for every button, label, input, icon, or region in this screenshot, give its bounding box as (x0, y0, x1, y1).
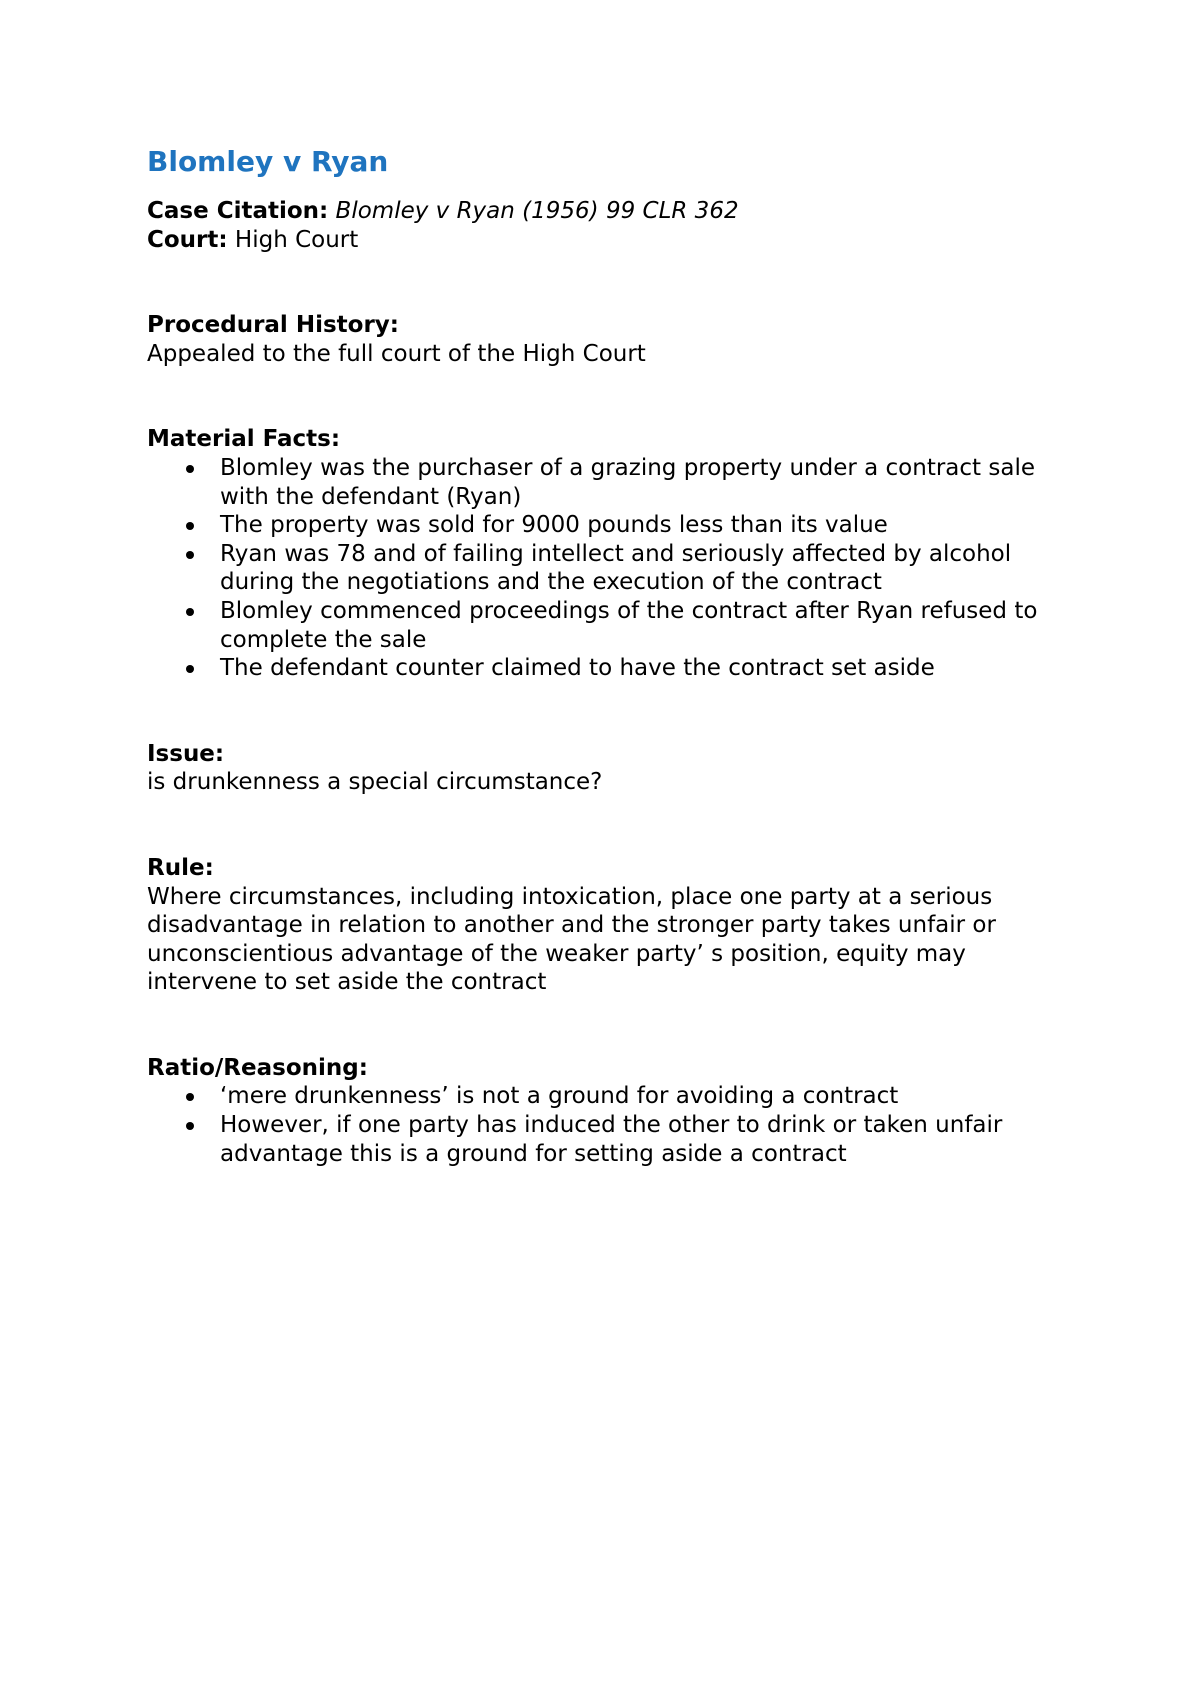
issue-heading: Issue: (147, 740, 225, 767)
material-fact-text: Blomley commenced proceedings of the contract after Ryan refused to complete the sale (220, 597, 1038, 653)
list-item (147, 1111, 1077, 1168)
court-label: Court: (147, 226, 228, 253)
bullet-icon (186, 522, 194, 530)
procedural-history-text: Appealed to the full court of the High Court (147, 340, 646, 367)
material-facts-list (147, 454, 1077, 683)
bullet-icon (186, 551, 194, 559)
court-line (147, 226, 1077, 255)
rule-text: Where circumstances, including intoxication, place one party at a serious disadvantage in relation to another and the stronger party takes unfair or unconscientious advantage of the weaker party’ s position, equity may intervene to set aside the contract (147, 883, 996, 996)
material-facts-heading: Material Facts: (147, 426, 341, 453)
list-item (147, 654, 1077, 683)
list-item (147, 454, 1077, 511)
rule-heading: Rule: (147, 854, 214, 881)
list-item (147, 540, 1077, 597)
bullet-icon (186, 1093, 194, 1101)
spacer (147, 368, 1077, 425)
document-page (147, 142, 1077, 1168)
spacer (147, 683, 1077, 740)
ratio-text: ‘mere drunkenness’ is not a ground for avoiding a contract (220, 1083, 899, 1110)
issue-text: is drunkenness a special circumstance? (147, 769, 603, 796)
bullet-icon (186, 665, 194, 673)
spacer (147, 254, 1077, 311)
ratio-text: However, if one party has induced the other to drink or taken unfair advantage this is a ground for setting aside a contract (220, 1112, 1003, 1167)
material-fact-text: Ryan was 78 and of failing intellect and seriously affected by alcohol during the negotiations and the execution of the contract (220, 540, 1012, 596)
list-item (147, 511, 1077, 540)
ratio-heading: Ratio/Reasoning: (147, 1054, 368, 1081)
court-value: High Court (234, 226, 359, 253)
list-item (147, 597, 1077, 654)
bullet-icon (186, 465, 194, 473)
material-fact-text: Blomley was the purchaser of a grazing property under a contract sale with the defendant (Ryan) (220, 454, 1035, 510)
document-title: Blomley v Ryan (147, 145, 389, 178)
spacer (147, 797, 1077, 854)
case-citation-value: Blomley v Ryan (1956) 99 CLR 362 (335, 198, 739, 224)
case-citation-label: Case Citation: (147, 198, 329, 224)
material-fact-text: The property was sold for 9000 pounds less than its value (220, 512, 888, 539)
list-item (147, 1082, 1077, 1111)
ratio-list (147, 1082, 1077, 1168)
bullet-icon (186, 1122, 194, 1130)
bullet-icon (186, 608, 194, 616)
spacer (147, 997, 1077, 1054)
procedural-history-heading: Procedural History: (147, 312, 399, 339)
material-fact-text: The defendant counter claimed to have the contract set aside (220, 655, 935, 682)
case-citation-line (147, 197, 1077, 226)
